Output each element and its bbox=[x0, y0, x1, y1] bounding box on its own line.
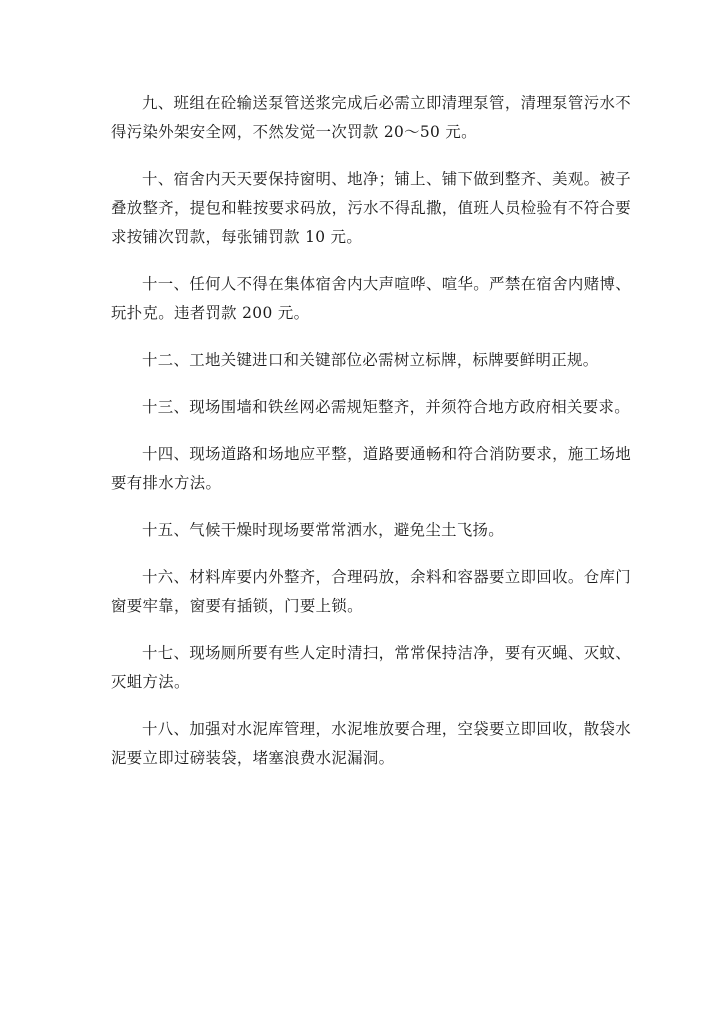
paragraph-16: 十六、材料库要内外整齐，合理码放，余料和容器要立即回收。仓库门窗要牢靠，窗要有插锁，门要上锁。 bbox=[111, 568, 631, 615]
document-body bbox=[111, 89, 631, 791]
paragraph-17: 十七、现场厕所要有些人定时清扫，常常保持洁净，要有灭蝇、灭蚊、灭蛆方法。 bbox=[111, 644, 631, 691]
paragraph-10: 十、宿舍内天天要保持窗明、地净；铺上、铺下做到整齐、美观。被子叠放整齐，提包和鞋按要求码放，污水不得乱撒，值班人员检验有不符合要求按铺次罚款，每张铺罚款 10 元。 bbox=[111, 170, 631, 246]
paragraph-18: 十八、加强对水泥库管理，水泥堆放要合理，空袋要立即回收，散袋水泥要立即过磅装袋，堵塞浪费水泥漏洞。 bbox=[111, 720, 631, 767]
paragraph-12: 十二、工地关键进口和关键部位必需树立标牌，标牌要鲜明正规。 bbox=[142, 351, 599, 369]
paragraph-9: 九、班组在砼输送泵管送浆完成后必需立即清理泵管，清理泵管污水不得污染外架安全网，不然发觉一次罚款 20～50 元。 bbox=[111, 94, 631, 141]
paragraph-15: 十五、气候干燥时现场要常常洒水，避免尘土飞扬。 bbox=[142, 521, 505, 539]
paragraph-13: 十三、现场围墙和铁丝网必需规矩整齐，并须符合地方政府相关要求。 bbox=[142, 398, 630, 416]
paragraph-14: 十四、现场道路和场地应平整，道路要通畅和符合消防要求，施工场地要有排水方法。 bbox=[111, 445, 631, 492]
paragraph-11: 十一、任何人不得在集体宿舍内大声喧哗、喧华。严禁在宿舍内赌博、玩扑克。违者罚款 200 元。 bbox=[111, 275, 631, 322]
